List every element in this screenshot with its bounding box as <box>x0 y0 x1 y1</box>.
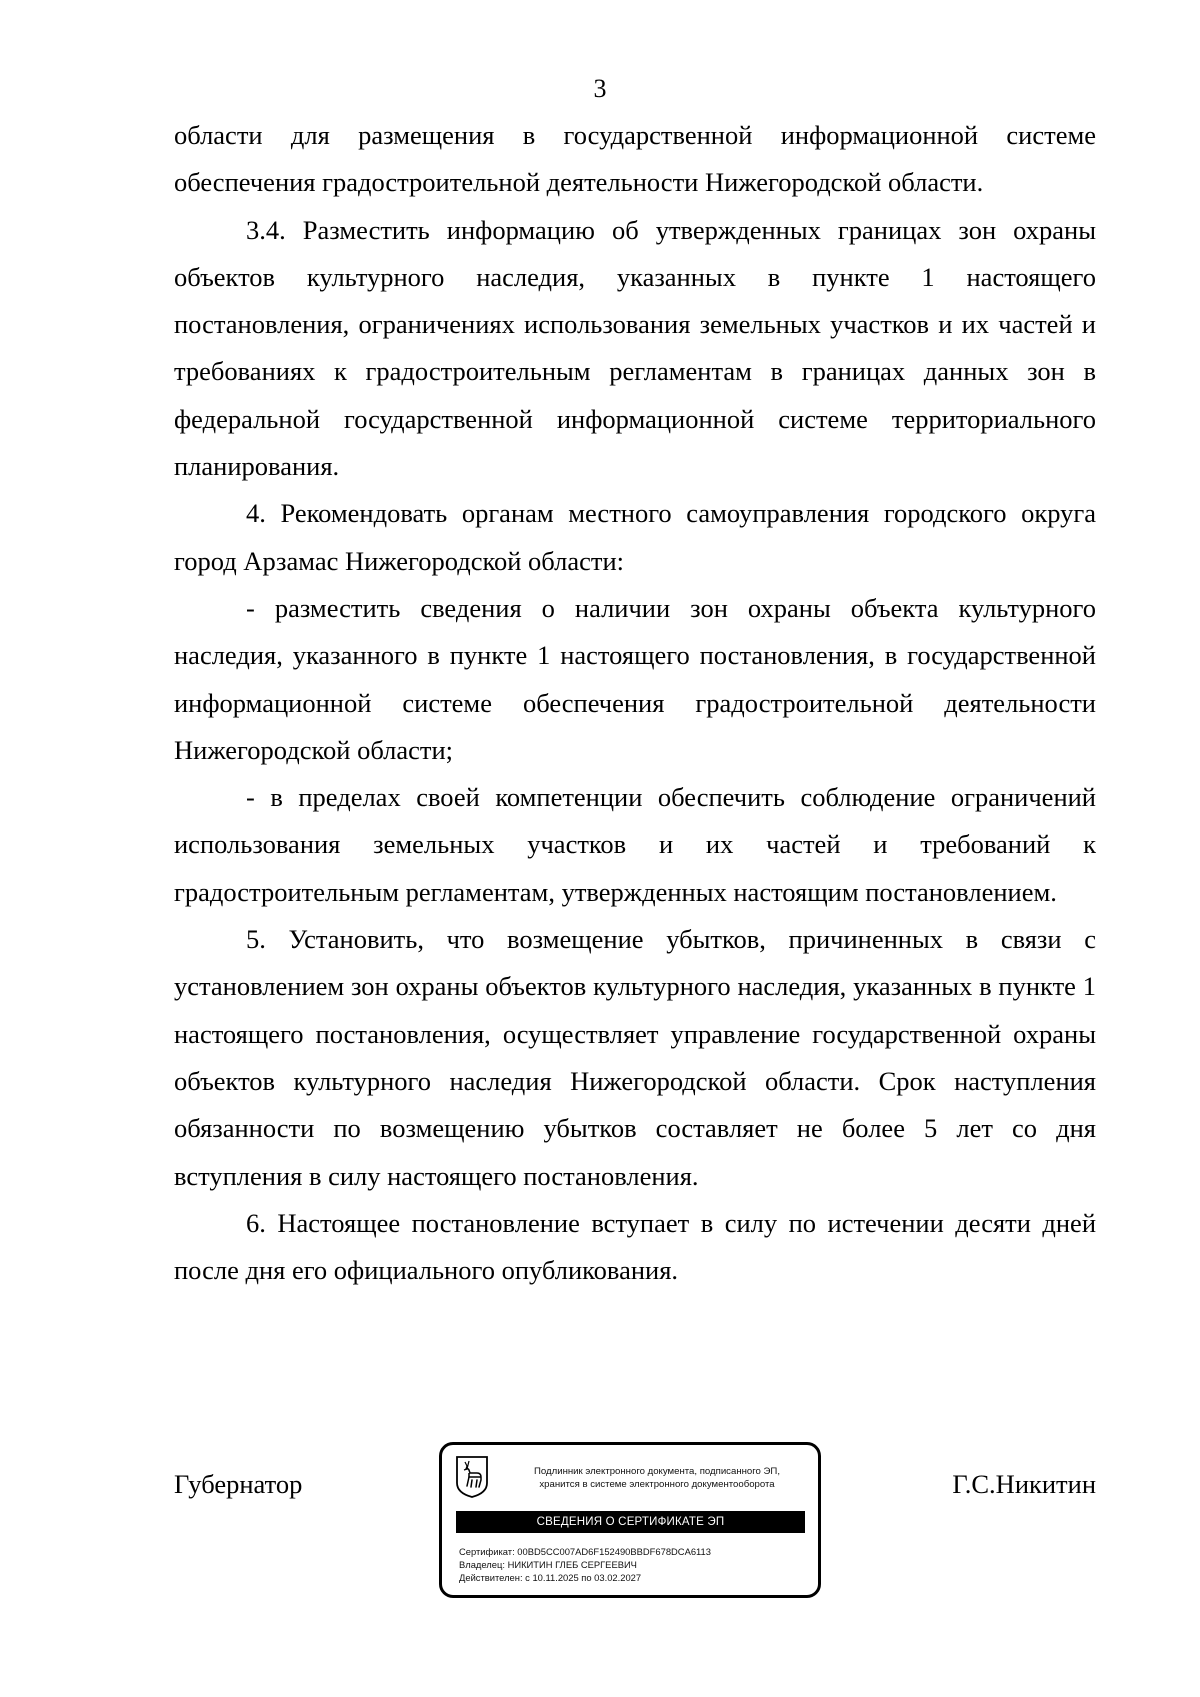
paragraph-4-item-2: - в пределах своей компетенции обеспечить соблюдение ограничений использования земельных участков и их частей и требований к градостроительным регламентам, утвержденных настоящим постановлением. <box>174 782 1096 907</box>
page-number: 3 <box>593 74 607 103</box>
paragraph-6: 6. Настоящее постановление вступает в силу по истечении десяти дней после дня его официального опубликования. <box>174 1207 1096 1286</box>
stamp-header: СВЕДЕНИЯ О СЕРТИФИКАТЕ ЭП <box>456 1511 805 1533</box>
electronic-signature-stamp <box>439 1442 821 1598</box>
stamp-note-line-1: Подлинник электронного документа, подписанного ЭП, <box>534 1466 780 1477</box>
certificate-number: Сертификат: 00BD5CC007AD6F152490BBDF678DCA6113 <box>459 1546 711 1557</box>
certificate-info <box>459 1545 711 1584</box>
stamp-note-line-2: хранится в системе электронного документооборота <box>539 1479 775 1490</box>
document-body <box>174 112 1096 1294</box>
paragraph-continuation: области для размещения в государственной информационной системе обеспечения градостроительной деятельности Нижегородской области. <box>174 120 1096 198</box>
signatory-name: Г.С.Никитин <box>952 1469 1096 1499</box>
nizhny-novgorod-deer-emblem-icon <box>455 1455 489 1499</box>
certificate-validity: Действителен: с 10.11.2025 по 03.02.2027 <box>459 1572 642 1583</box>
paragraph-4-item-1: - разместить сведения о наличии зон охраны объекта культурного наследия, указанного в пункте 1 настоящего постановления, в государственной информационной системе обеспечения градостроительной деятельности Нижегородской области; <box>174 592 1096 765</box>
certificate-owner: Владелец: НИКИТИН ГЛЕБ СЕРГЕЕВИЧ <box>459 1559 637 1570</box>
signatory-position: Губернатор <box>174 1469 303 1499</box>
paragraph-4: 4. Рекомендовать органам местного самоуправления городского округа город Арзамас Нижегородской области: <box>174 498 1096 576</box>
stamp-note <box>502 1465 812 1491</box>
paragraph-3-4: 3.4. Разместить информацию об утвержденных границах зон охраны объектов культурного наследия, указанных в пункте 1 настоящего постановления, ограничениях использования земельных участков и их частей и требованиях к градостроительным регламентам в границах данных зон в федеральной государственной информационной системе территориального планирования. <box>174 214 1096 482</box>
paragraph-5: 5. Установить, что возмещение убытков, причиненных в связи с установлением зон охраны объектов культурного наследия, указанных в пункте 1 настоящего постановления, осуществляет управление государственной охраны объектов культурного наследия Нижегородской области. Срок наступления обязанности по возмещению убытков составляет не более 5 лет со дня вступления в силу настоящего постановления. <box>174 924 1096 1191</box>
